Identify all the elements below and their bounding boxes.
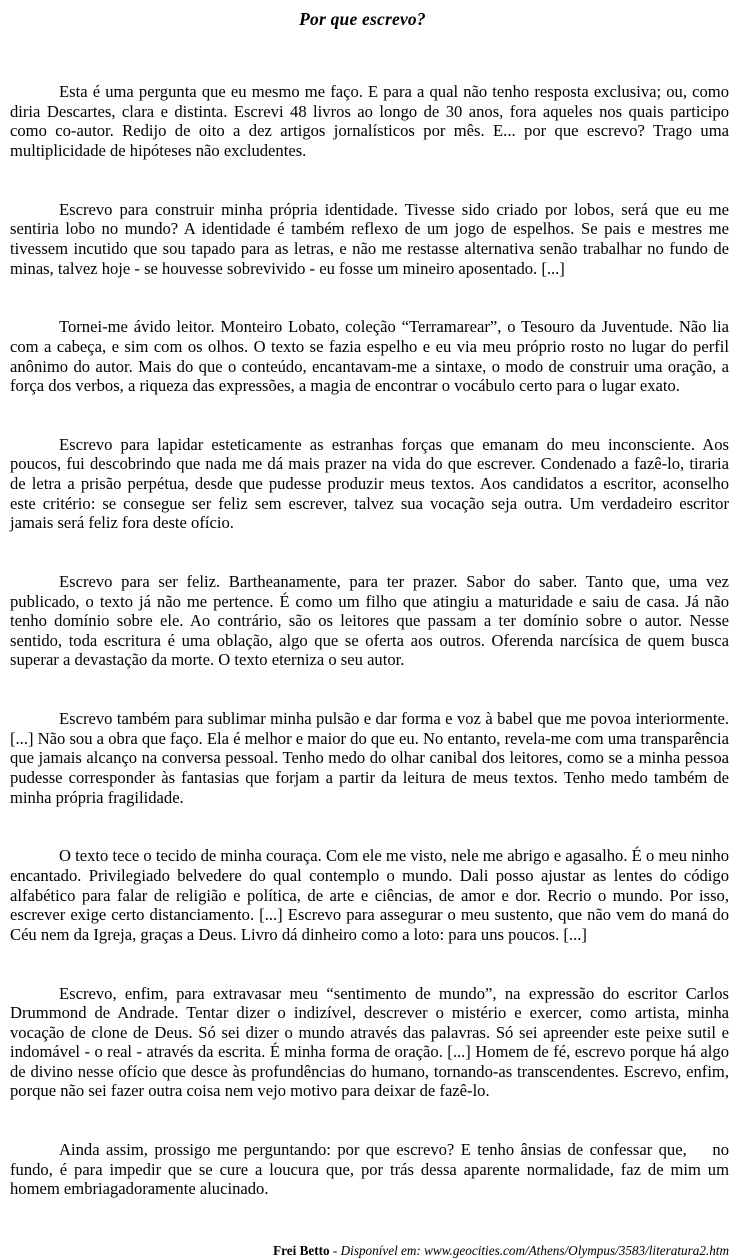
paragraph: Tornei-me ávido leitor. Monteiro Lobato, coleção “Terramarear”, o Tesouro da Juventude. Não lia com a cabeça, e sim com os olhos. O texto se fazia espelho e eu via meu próprio rosto no lugar do perfil anônimo do autor. Mais do que o conteúdo, encantavam-me a sintaxe, o modo de construir uma oração, a força dos verbos, a riqueza das expressões, a magia de encontrar o vocábulo certo para o lugar exato. <box>10 317 734 396</box>
paragraph: Escrevo para lapidar esteticamente as estranhas forças que emanam do meu inconsciente. Aos poucos, fui descobrindo que nada me dá mais prazer na vida do que escrever. Condenado a fazê-lo, tiraria de letra a prisão perpétua, desde que pudesse produzir meus textos. Aos candidatos a escritor, aconselho este critério: se consegue ser feliz sem escrever, talvez sua vocação seja outra. Um verdadeiro escritor jamais será feliz fora deste ofício. <box>10 434 734 533</box>
attribution-author: Frei Betto <box>273 1243 330 1259</box>
paragraph: Ainda assim, prossigo me perguntando: por que escrevo? E tenho ânsias de confessar que, no fundo, é para impedir que se cure a loucura que, por trás dessa aparente normalidade, faz de mim um homem embriagadoramente alucinado. <box>10 1140 734 1199</box>
paragraph: Esta é uma pergunta que eu mesmo me faço. E para a qual não tenho resposta exclusiva; ou, como diria Descartes, clara e distinta. Escrevi 48 livros ao longo de 30 anos, fora aqueles nos quais participo como co-autor. Redijo de oito a dez artigos jornalísticos por mês. E... por que escrevo? Trago uma multiplicidade de hipóteses não excludentes. <box>10 82 734 160</box>
paragraph: Escrevo para ser feliz. Bartheanamente, para ter prazer. Sabor do saber. Tanto que, uma vez publicado, o texto já não me pertence. É como um filho que atingiu a maturidade e saiu de casa. Já não tenho domínio sobre ele. Ao contrário, são os leitores que passam a ter domínio sobre o autor. Nesse sentido, toda escritura é uma oblação, algo que se oferta aos outros. Oferenda narcísica de quem busca superar a devastação da morte. O texto eterniza o seu autor. <box>10 572 734 670</box>
document-body <box>0 29 739 1238</box>
paragraph: O texto tece o tecido de minha couraça. Com ele me visto, nele me abrigo e agasalho. É o meu ninho encantado. Privilegiado belvedere do qual contemplo o mundo. Dali posso ajustar as lentes do código alfabético para falar de religião e política, de arte e ciências, de amor e dor. Recrio o mundo. Por isso, escrever exige certo distanciamento. [...] Escrevo para assegurar o meu sustento, que não vem do maná do Céu nem da Igreja, graças a Deus. Livro dá dinheiro como a loto: para uns poucos. [...] <box>10 846 734 944</box>
attribution-source: Disponível em: www.geocities.com/Athens/Olympus/3583/literatura2.htm <box>340 1243 729 1259</box>
paragraph: Escrevo, enfim, para extravasar meu “sentimento de mundo”, na expressão do escritor Carlos Drummond de Andrade. Tentar dizer o indizível, descrever o mistério e exercer, como artista, minha vocação de clone de Deus. Só sei dizer o mundo através das palavras. Só sei apreender este peixe sutil e indomável - o real - através da escrita. É minha forma de oração. [...] Homem de fé, escrevo porque há algo de divino nesse ofício que desce às profundências do humano, tornando-as transcendentes. Escrevo, enfim, porque não sei fazer outra coisa nem vejo motivo para deixar de fazê-lo. <box>10 983 734 1101</box>
paragraph: Escrevo também para sublimar minha pulsão e dar forma e voz à babel que me povoa interiormente. [...] Não sou a obra que faço. Ela é melhor e maior do que eu. No entanto, revela-me com uma transparência que jamais alcanço na conversa pessoal. Tenho medo do olhar canibal dos leitores, como se a minha pessoa pudesse corresponder às fantasias que forjam a partir da leitura de meus textos. Tenho medo também de minha própria fragilidade. <box>10 709 734 807</box>
attribution-separator: - <box>329 1243 341 1259</box>
attribution-line <box>0 1238 739 1259</box>
paragraph: Escrevo para construir minha própria identidade. Tivesse sido criado por lobos, será que eu me sentiria lobo no mundo? A identidade é também reflexo de um jogo de espelhos. Se pais e mestres me tivessem incutido que sou tapado para as letras, e não me restasse alternativa senão trabalhar no fundo de minas, talvez hoje - se houvesse sobrevivido - eu fosse um mineiro aposentado. [...] <box>10 199 734 278</box>
page-title: Por que escrevo? <box>299 9 426 29</box>
